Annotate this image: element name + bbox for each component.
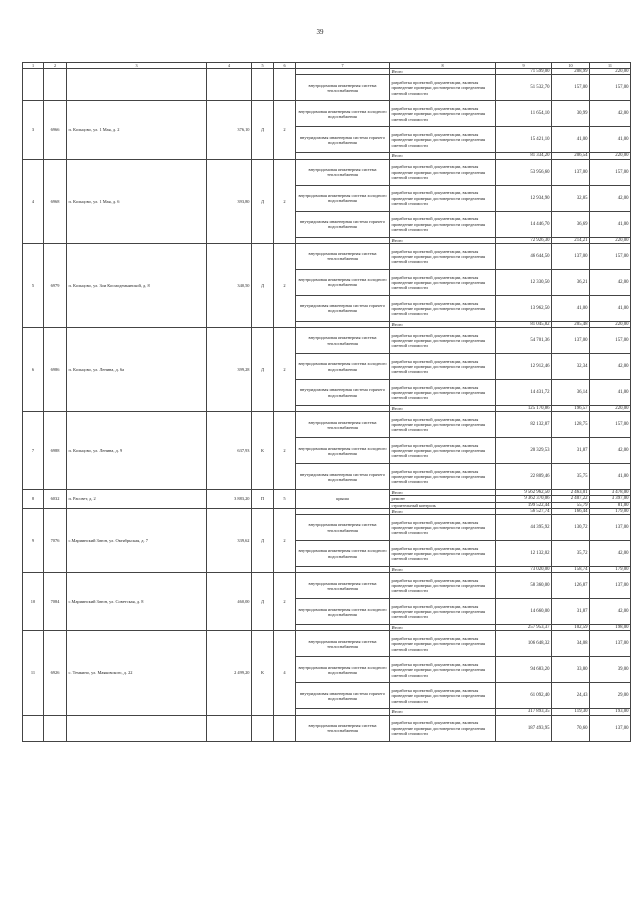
cell-system: внутридомовая инженерная система горячего водоснабжения: [296, 295, 390, 321]
cell-unit-cost: 33,80: [552, 657, 590, 683]
cell-area: 399,28: [207, 328, 252, 412]
cell-cost: 58 360,00: [496, 573, 552, 599]
cell-unit-cost: 205,48: [552, 321, 590, 327]
cell-limit: 42,00: [590, 438, 631, 464]
total-row: [23, 490, 631, 496]
cell-number: 5: [23, 243, 44, 327]
cell-code: 6926: [44, 631, 67, 715]
cell-unit-cost: 196,57: [552, 406, 590, 412]
cell-number: 11: [23, 631, 44, 715]
cell-total-label: Итого: [390, 406, 496, 412]
cell-unit-cost: 55,79: [552, 502, 590, 508]
cell-cost: 9 562 962,50: [496, 490, 552, 496]
cell-work: разработка проектной документации, включая проведение проверки достоверности определения сметной стоимости: [390, 715, 496, 741]
cell-limit: 41,00: [590, 380, 631, 406]
cell-unit-cost: 126,87: [552, 573, 590, 599]
cell-cost: 14 431,72: [496, 380, 552, 406]
cell-total-label: ремонт: [390, 496, 496, 502]
cell-unit-cost: 30,99: [552, 101, 590, 127]
cell-total-label: Итого: [390, 567, 496, 573]
cell-number: 4: [23, 159, 44, 243]
cell-floors: 5: [274, 490, 296, 509]
cell-unit-cost: 32,85: [552, 185, 590, 211]
cell-work: разработка проектной документации, включая проведение проверки достоверности определения сметной стоимости: [390, 380, 496, 406]
cell-limit: 41,00: [590, 211, 631, 237]
cell-address: п. Кольцово, ул. Ленина, д. 6а: [67, 328, 207, 412]
cell-unit-cost: 137,00: [552, 159, 590, 185]
work-row: [23, 715, 631, 741]
cell-address: п. Кольцово, ул. Ленина, д. 9: [67, 412, 207, 490]
cell-code: 6032: [44, 490, 67, 509]
header-cell: 7: [296, 63, 390, 69]
cell-unit-cost: 31,87: [552, 599, 590, 625]
cell-address: п. Рассвет, д. 2: [67, 490, 207, 509]
cell-system: внутридомовая инженерная система теплоснабжения: [296, 75, 390, 101]
cell-unit-cost: 24,43: [552, 683, 590, 709]
cell-limit: 137,00: [590, 715, 631, 741]
cell-total-label: Итого: [390, 709, 496, 715]
cell-cost: 12 934,90: [496, 185, 552, 211]
cell-limit: 137,00: [590, 631, 631, 657]
cell-system: внутридомовая инженерная система горячего водоснабжения: [296, 127, 390, 153]
cell-address: п. Кольцово, ул. 1 Мая, д. 2: [67, 101, 207, 159]
cell-system: внутридомовая инженерная система холодного водоснабжения: [296, 101, 390, 127]
cell-cost: 317 893,35: [496, 709, 552, 715]
cell-address: п. Кольцово, ул. Зои Космодемьянской, д. 8: [67, 243, 207, 327]
cell-limit: 179,00: [590, 567, 631, 573]
cell-total-label: строительный контроль: [390, 502, 496, 508]
cell-material: К: [252, 412, 274, 490]
cell-cost: 53 956,60: [496, 159, 552, 185]
work-row: [23, 243, 631, 269]
cell-cost: 11 654,10: [496, 101, 552, 127]
cell-limit: 157,00: [590, 328, 631, 354]
cell-area: 339,62: [207, 508, 252, 572]
cell-cost: 46 644,50: [496, 243, 552, 269]
cell-limit: 220,00: [590, 237, 631, 243]
cell-floors: 2: [274, 328, 296, 412]
cell-address: п. Кольцово, ул. 1 Мая, д. 6: [67, 159, 207, 243]
cell-unit-cost: 157,00: [552, 75, 590, 101]
cell-system: внутридомовая инженерная система теплоснабжения: [296, 715, 390, 741]
cell-system: внутридомовая инженерная система холодного водоснабжения: [296, 438, 390, 464]
cell-system: внутридомовая инженерная система теплоснабжения: [296, 573, 390, 599]
cell-area: 393,80: [207, 159, 252, 243]
cell-limit: 41,00: [590, 464, 631, 490]
cell-code: 6979: [44, 243, 67, 327]
cell-cost: 12 330,50: [496, 269, 552, 295]
cell-limit: 41,00: [590, 295, 631, 321]
cell-code: 6986: [44, 328, 67, 412]
cell-total-label: Итого: [390, 508, 496, 514]
cell-number: 7: [23, 412, 44, 490]
work-row: [23, 573, 631, 599]
cell-unit-cost: 130,72: [552, 515, 590, 541]
cell-code: 7076: [44, 508, 67, 572]
cell-code: [44, 69, 67, 101]
cell-unit-cost: 2 407,22: [552, 496, 590, 502]
cell-limit: 42,00: [590, 101, 631, 127]
cell-limit: 220,00: [590, 69, 631, 75]
cell-cost: 56 527,74: [496, 508, 552, 514]
cell-floors: 2: [274, 573, 296, 631]
header-cell: 9: [496, 63, 552, 69]
cell-unit-cost: 41,00: [552, 127, 590, 153]
cell-cost: 82 132,87: [496, 412, 552, 438]
cell-empty: [23, 715, 44, 741]
header-cell: 11: [590, 63, 631, 69]
cell-cost: 81 334,20: [496, 153, 552, 159]
cell-limit: 42,00: [590, 269, 631, 295]
cell-cost: 9 362 370,06: [496, 496, 552, 502]
cell-work: разработка проектной документации, включая проведение проверки достоверности определения сметной стоимости: [390, 295, 496, 321]
cell-cost: 71 599,00: [496, 69, 552, 75]
capital-repair-table: [22, 62, 631, 742]
cell-cost: 199 522,44: [496, 502, 552, 508]
cell-limit: 3 397,00: [590, 496, 631, 502]
cell-system: внутридомовая инженерная система теплоснабжения: [296, 412, 390, 438]
cell-total-label: Итого: [390, 625, 496, 631]
cell-unit-cost: 128,75: [552, 412, 590, 438]
cell-cost: 54 701,36: [496, 328, 552, 354]
cell-work: разработка проектной документации, включая проведение проверки достоверности определения сметной стоимости: [390, 657, 496, 683]
cell-system: внутридомовая инженерная система горячего водоснабжения: [296, 683, 390, 709]
cell-work: разработка проектной документации, включая проведение проверки достоверности определения сметной стоимости: [390, 328, 496, 354]
cell-work: разработка проектной документации, включая проведение проверки достоверности определения сметной стоимости: [390, 683, 496, 709]
cell-floors: 2: [274, 412, 296, 490]
cell-address: с. Темкино, ул. Маяковского, д. 22: [67, 631, 207, 715]
cell-material: Д: [252, 328, 274, 412]
cell-system: внутридомовая инженерная система горячего водоснабжения: [296, 464, 390, 490]
cell-cost: 125 170,86: [496, 406, 552, 412]
cell-total-label: Итого: [390, 490, 496, 496]
cell-unit-cost: 2 463,01: [552, 490, 590, 496]
cell-cost: 187 493,95: [496, 715, 552, 741]
cell-system: внутридомовая инженерная система холодного водоснабжения: [296, 269, 390, 295]
cell-area: 460,00: [207, 573, 252, 631]
cell-work: разработка проектной документации, включая проведение проверки достоверности определения сметной стоимости: [390, 412, 496, 438]
cell-total-label: Итого: [390, 321, 496, 327]
cell-cost: 12 132,02: [496, 541, 552, 567]
work-row: [23, 328, 631, 354]
cell-work: разработка проектной документации, включая проведение проверки достоверности определения сметной стоимости: [390, 101, 496, 127]
header-cell: 1: [23, 63, 44, 69]
cell-total-label: Итого: [390, 69, 496, 75]
cell-unit-cost: 32,34: [552, 354, 590, 380]
cell-unit-cost: 41,00: [552, 295, 590, 321]
cell-system: внутридомовая инженерная система холодного водоснабжения: [296, 541, 390, 567]
cell-work: разработка проектной документации, включая проведение проверки достоверности определения сметной стоимости: [390, 185, 496, 211]
cell-work: разработка проектной документации, включая проведение проверки достоверности определения сметной стоимости: [390, 127, 496, 153]
cell-cost: 44 395,92: [496, 515, 552, 541]
cell-work: разработка проектной документации, включая проведение проверки достоверности определения сметной стоимости: [390, 211, 496, 237]
cell-material: К: [252, 631, 274, 715]
cell-cost: 51 532,70: [496, 75, 552, 101]
cell-unit-cost: 36,14: [552, 380, 590, 406]
cell-area: 637,93: [207, 412, 252, 490]
cell-floors: [274, 69, 296, 101]
cell-unit-cost: 36,69: [552, 211, 590, 237]
cell-work: разработка проектной документации, включая проведение проверки достоверности определения сметной стоимости: [390, 438, 496, 464]
cell-unit-cost: 70,60: [552, 715, 590, 741]
cell-limit: 157,00: [590, 75, 631, 101]
cell-unit-cost: 208,99: [552, 69, 590, 75]
cell-number: 6: [23, 328, 44, 412]
cell-unit-cost: 35,75: [552, 464, 590, 490]
cell-limit: 137,00: [590, 515, 631, 541]
cell-cost: 61 092,40: [496, 683, 552, 709]
cell-limit: 42,00: [590, 599, 631, 625]
cell-work: разработка проектной документации, включая проведение проверки достоверности определения сметной стоимости: [390, 269, 496, 295]
cell-limit: 157,00: [590, 159, 631, 185]
cell-unit-cost: 137,00: [552, 243, 590, 269]
cell-address: с.Мариинский Затон, ул. Советская, д. 8: [67, 573, 207, 631]
cell-cost: 12 912,46: [496, 354, 552, 380]
cell-number: 9: [23, 508, 44, 572]
cell-limit: 29,00: [590, 683, 631, 709]
cell-area: 340,50: [207, 243, 252, 327]
cell-code: 6968: [44, 159, 67, 243]
cell-work: разработка проектной документации, включая проведение проверки достоверности определения сметной стоимости: [390, 354, 496, 380]
cell-material: Д: [252, 573, 274, 631]
cell-material: Д: [252, 101, 274, 159]
cell-area: 376,10: [207, 101, 252, 159]
cell-limit: 42,00: [590, 185, 631, 211]
cell-material: Д: [252, 159, 274, 243]
cell-limit: 193,00: [590, 709, 631, 715]
header-cell: 8: [390, 63, 496, 69]
cell-cost: 94 683,20: [496, 657, 552, 683]
cell-cost: 257 953,37: [496, 625, 552, 631]
cell-system: внутридомовая инженерная система холодного водоснабжения: [296, 599, 390, 625]
cell-unit-cost: 158,74: [552, 567, 590, 573]
cell-system: крыша: [296, 490, 390, 509]
cell-unit-cost: 214,21: [552, 237, 590, 243]
cell-address: [67, 69, 207, 101]
cell-unit-cost: 166,44: [552, 508, 590, 514]
cell-work: разработка проектной документации, включая проведение проверки достоверности определения сметной стоимости: [390, 631, 496, 657]
cell-cost: 81 045,82: [496, 321, 552, 327]
cell-limit: 179,00: [590, 508, 631, 514]
header-cell: 6: [274, 63, 296, 69]
cell-system: внутридомовая инженерная система горячего водоснабжения: [296, 380, 390, 406]
cell-number: 3: [23, 101, 44, 159]
cell-unit-cost: 31,87: [552, 438, 590, 464]
cell-limit: 198,00: [590, 625, 631, 631]
cell-work: разработка проектной документации, включая проведение проверки достоверности определения сметной стоимости: [390, 541, 496, 567]
cell-unit-cost: 34,08: [552, 631, 590, 657]
cell-limit: 220,00: [590, 153, 631, 159]
cell-work: разработка проектной документации, включая проведение проверки достоверности определения сметной стоимости: [390, 243, 496, 269]
cell-number: 10: [23, 573, 44, 631]
cell-cost: 20 329,53: [496, 438, 552, 464]
cell-empty: [274, 715, 296, 741]
cell-total-label: Итого: [390, 237, 496, 243]
cell-code: 6966: [44, 101, 67, 159]
cell-limit: 220,00: [590, 321, 631, 327]
cell-system: внутридомовая инженерная система теплоснабжения: [296, 631, 390, 657]
cell-limit: 157,00: [590, 243, 631, 269]
cell-limit: 41,00: [590, 127, 631, 153]
cell-floors: 2: [274, 508, 296, 572]
cell-work: разработка проектной документации, включая проведение проверки достоверности определения сметной стоимости: [390, 159, 496, 185]
cell-system: внутридомовая инженерная система теплоснабжения: [296, 515, 390, 541]
header-cell: 10: [552, 63, 590, 69]
cell-area: [207, 69, 252, 101]
cell-system: внутридомовая инженерная система теплоснабжения: [296, 159, 390, 185]
header-cell: 2: [44, 63, 67, 69]
page-number: 39: [316, 28, 324, 36]
cell-work: разработка проектной документации, включая проведение проверки достоверности определения сметной стоимости: [390, 75, 496, 101]
cell-material: П: [252, 490, 274, 509]
work-row: [23, 631, 631, 657]
cell-system: внутридомовая инженерная система горячего водоснабжения: [296, 211, 390, 237]
cell-area: 3 883,20: [207, 490, 252, 509]
cell-system: внутридомовая инженерная система холодного водоснабжения: [296, 185, 390, 211]
cell-cost: 73 020,00: [496, 567, 552, 573]
cell-work: разработка проектной документации, включая проведение проверки достоверности определения сметной стоимости: [390, 573, 496, 599]
cell-total-label: Итого: [390, 153, 496, 159]
cell-limit: 157,00: [590, 412, 631, 438]
cell-limit: 220,00: [590, 406, 631, 412]
cell-empty: [252, 715, 274, 741]
cell-address: с.Мариинский Затон, ул. Октябрьская, д. 7: [67, 508, 207, 572]
cell-floors: 4: [274, 631, 296, 715]
cell-empty: [207, 715, 252, 741]
cell-material: Д: [252, 508, 274, 572]
cell-code: 7084: [44, 573, 67, 631]
header-cell: 4: [207, 63, 252, 69]
cell-empty: [44, 715, 67, 741]
cell-work: разработка проектной документации, включая проведение проверки достоверности определения сметной стоимости: [390, 515, 496, 541]
cell-empty: [67, 715, 207, 741]
cell-number: [23, 69, 44, 101]
cell-unit-cost: 36,21: [552, 269, 590, 295]
cell-limit: 39,00: [590, 657, 631, 683]
cell-floors: 2: [274, 243, 296, 327]
work-row: [23, 412, 631, 438]
header-cell: 3: [67, 63, 207, 69]
cell-cost: 14 660,00: [496, 599, 552, 625]
cell-floors: 2: [274, 159, 296, 243]
work-row: [23, 101, 631, 127]
cell-work: разработка проектной документации, включая проведение проверки достоверности определения сметной стоимости: [390, 599, 496, 625]
cell-cost: 106 648,32: [496, 631, 552, 657]
cell-unit-cost: 102,59: [552, 625, 590, 631]
cell-system: внутридомовая инженерная система холодного водоснабжения: [296, 657, 390, 683]
cell-unit-cost: 35,72: [552, 541, 590, 567]
cell-material: [252, 69, 274, 101]
cell-area: 2 499,20: [207, 631, 252, 715]
cell-cost: 72 926,30: [496, 237, 552, 243]
cell-work: разработка проектной документации, включая проведение проверки достоверности определения сметной стоимости: [390, 464, 496, 490]
cell-cost: 14 446,70: [496, 211, 552, 237]
cell-cost: 22 809,46: [496, 464, 552, 490]
work-row: [23, 159, 631, 185]
cell-system: внутридомовая инженерная система теплоснабжения: [296, 243, 390, 269]
cell-cost: 13 962,50: [496, 295, 552, 321]
cell-limit: 81,00: [590, 502, 631, 508]
cell-system: внутридомовая инженерная система холодного водоснабжения: [296, 354, 390, 380]
header-cell: 5: [252, 63, 274, 69]
cell-number: 8: [23, 490, 44, 509]
cell-limit: 42,00: [590, 354, 631, 380]
cell-material: Д: [252, 243, 274, 327]
cell-code: 6988: [44, 412, 67, 490]
cell-system: внутридомовая инженерная система теплоснабжения: [296, 328, 390, 354]
cell-limit: 3 478,00: [590, 490, 631, 496]
cell-unit-cost: 137,00: [552, 328, 590, 354]
cell-limit: 42,00: [590, 541, 631, 567]
cell-floors: 2: [274, 101, 296, 159]
cell-unit-cost: 206,54: [552, 153, 590, 159]
cell-cost: 15 421,10: [496, 127, 552, 153]
cell-limit: 137,00: [590, 573, 631, 599]
cell-unit-cost: 119,30: [552, 709, 590, 715]
